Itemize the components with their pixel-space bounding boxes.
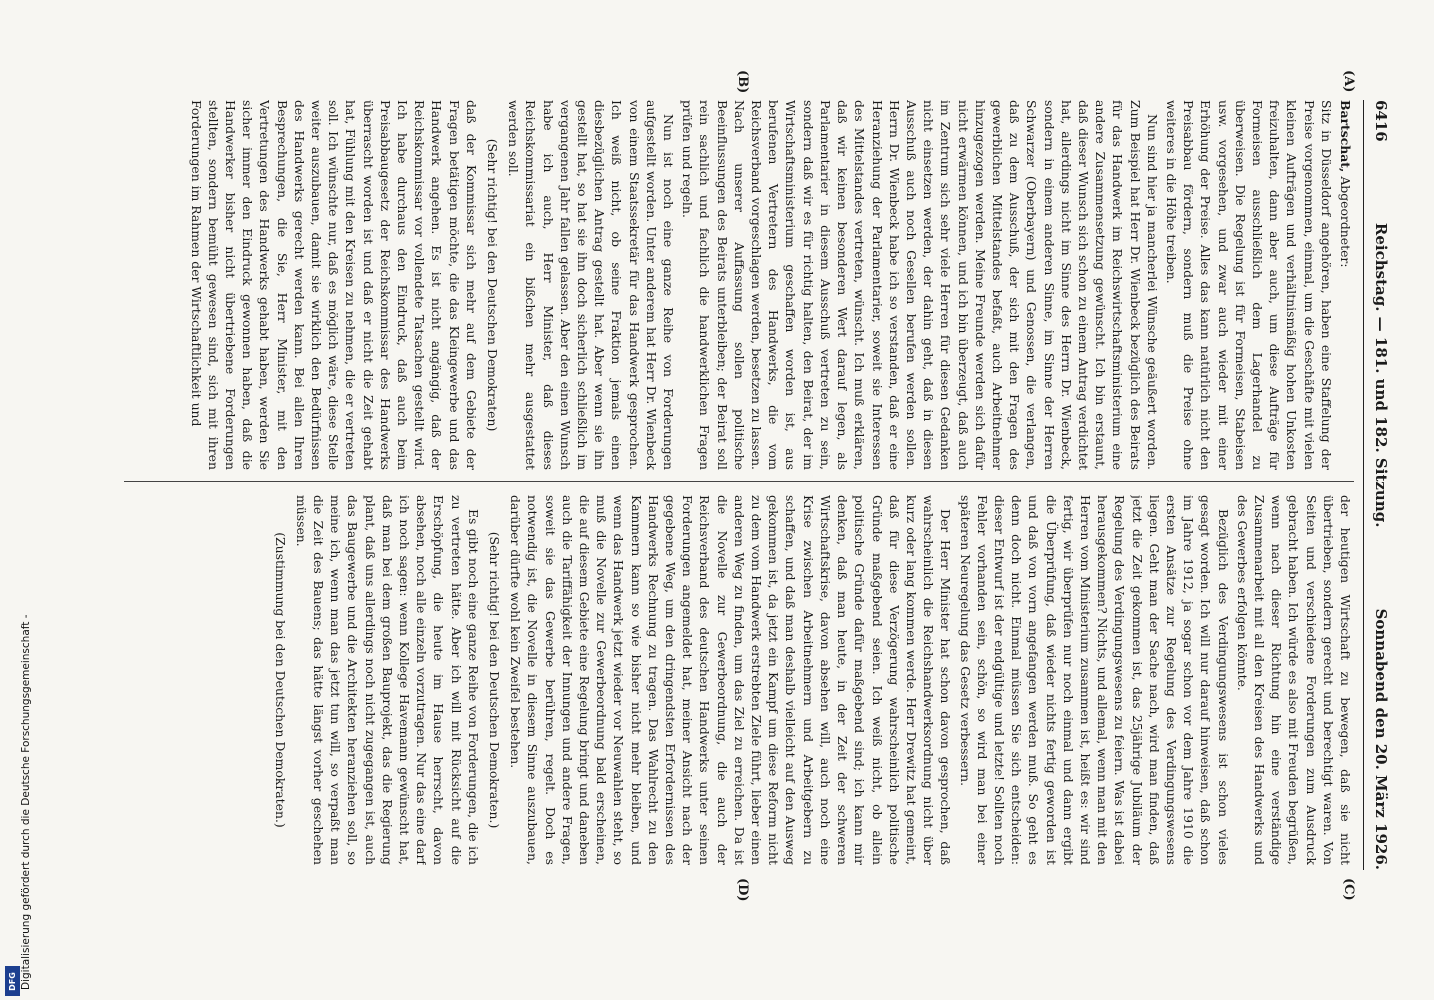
paragraph: Nun sind hier ja mancherlei Wünsche geäußert worden. Zum Beispiel hat Herr Dr. Wienbeck bezüglich des Beirats für das Handwerk im Reichswirtschaftsministerium eine andere Zusammensetzung gewünscht. Ich bin erstaunt, daß dieser Wunsch sich schon zu einem Antrag verdichtet hat, allerdings nicht im Sinne des Herrn Dr. Wienbeck, sondern in einem anderen Sinne, im Sinne der Herren Schwarzer (Oberbayern) und Genossen, die verlangen, daß zu dem Ausschuß, der sich mit den Fragen des gewerblichen Mittelstandes befaßt, auch Arbeitnehmer hinzugezogen werden. Meine Freunde werden sich dafür nicht erwärmen können, und ich bin überzeugt, daß auch im Zentrum sich sehr viele Herren für diesen Gedanken nicht einsetzen werden, der dahin geht, daß in diesen Ausschuß auch noch Gesellen berufen werden sollen. Herrn Dr. Wienbeck habe ich so verstanden, daß er eine Heranziehung der Parlamentarier, soweit sie Interessen des Mittelstandes vertreten, wünscht. Ich muß erklären, daß wir keinen besonderen Wert darauf legen, als Parlamentarier in diesem Ausschuß vertreten zu sein, sondern daß wir es für richtig halten, den Beirat, der im Wirtschaftsministerium geschaffen worden ist, aus berufenen Vertretern des Handwerks, die vom Reichsverband vorgeschlagen werden, besetzen zu lassen. Nach unserer Auffassung sollen politische Beeinflussungen des Beirats unterbleiben; der Beirat soll rein sachlich und fachlich die handwerklichen Fragen prüfen und regeln. [680, 100, 1160, 470]
paragraph: Nun ist noch eine ganze Reihe von Forderungen aufgestellt worden. Unter anderem hat Herr Dr. Wienbeck von einem Staatssekretär für das Handwerk gesprochen. Ich weiß nicht, ob seine Fraktion jemals einen diesbezüglichen Antrag gestellt hat. Aber wenn sie ihn gestellt hat, so hat sie ihn doch sicherlich schließlich im vergangenen Jahr fallen gelassen. Aber den einen Wunsch habe ich auch, Herr Minister, daß dieses Reichskommissariat ein bißchen mehr ausgestattet werden soll. [506, 100, 677, 470]
margin-marker-c: (C) [1341, 878, 1356, 901]
page-title: Reichstag. — 181. und 182. Sitzung. [1372, 222, 1390, 528]
dfg-logo-text: DFG [8, 971, 18, 991]
interjection: (Zustimmung bei den Deutschen Demokraten.) [272, 532, 288, 828]
paragraph: Der Herr Minister hat schon davon gesprochen, daß wahrscheinlich die Reichshandwerksordnung nicht über kurz oder lang kommen werde. Herr Drewitz hat gemeint, daß für diese Verzögerung wahrscheinlich politische Gründe maßgebend seien. Ich weiß nicht, ob allein politische Gründe dafür maßgebend sind; ich kann mir denken, daß man heute, in der Zeit der schweren Wirtschaftskrise, davon absehen will, auch noch eine Krise zwischen Arbeitnehmern und Arbeitgebern zu schaffen, und daß man deshalb vielleicht auf den Ausweg gekommen ist, da jetzt ein Kampf um diese Reform nicht zu dem vom Handwerk erstrebten Ziele führt, lieber einen anderen Weg zu finden, um das Ziel zu erreichen. Da ist die Novelle zur Gewerbeordnung, die auch der Reichsverband des deutschen Handwerks unter seinen Forderungen angemeldet hat, meiner Ansicht nach der gegebene Weg, um den dringendsten Erfordernissen des Handwerks Rechnung zu tragen. Das Wahlrecht zu den Kammern kann so wie bisher nicht mehr bleiben, und wenn das Handwerk jetzt wieder vor Neuwahlen steht, so muß die Novelle zur Gewerbeordnung bald erscheinen, die auf diesem Gebiete eine Regelung bringt und daneben auch die Tariffähigkeit der Innungen und andere Fragen, soweit sie das Gewerbe berühren, regelt. Doch es notwendig ist, die Novelle in diesem Sinne auszubauen, darüber dürfte wohl kein Zweifel bestehen. [508, 495, 954, 865]
margin-marker-b: (B) [735, 70, 750, 94]
paragraph: Sitz in Düsseldorf angehören, haben eine Staffelung der Preise vorgenommen, einmal, um die Geschäfte mit vielen kleinen Aufträgen und verhältnismäßig hohen Unkosten freizuhalten, dann aber auch, um diese Aufträge für Formeisen ausschließlich dem Lagerhandel zu überweisen. Die Regelung ist für Formeisen, Stabeisen usw. vorgesehen, und zwar auch wieder mit einer Erhöhung der Preise. Alles das kann natürlich nicht den Preisabbau fördern, sondern muß die Preise ohne weiteres in die Höhe treiben. [1163, 100, 1334, 470]
digitization-footer [2, 0, 32, 1000]
rotated-page-content [100, 70, 1390, 902]
paragraph: der heutigen Wirtschaft zu bewegen, daß sie nicht übertrieben, sondern gerecht und berechtigt waren. Von Seiten und verschiedene Forderungen zum Ausdruck gebracht haben. Ich würde es also mit Freuden begrüßen, wenn nach dieser Richtung hin eine verständige Zusammenarbeit mit all den Kreisen des Handwerks und des Gewerbes erfolgen könnte. [1234, 495, 1353, 865]
speaker-line [1337, 100, 1354, 470]
page-header [1363, 100, 1390, 870]
page-number: 6416 [1372, 100, 1390, 142]
dfg-logo-icon [5, 966, 20, 996]
speaker-name: Bartschat, [1338, 100, 1353, 173]
digitization-credit: Digitalisierung gefördert durch die Deutsche Forschungsgemeinschaft - [20, 614, 32, 990]
speaker-role: Abgeordneter: [1338, 176, 1353, 268]
paragraph: Bezüglich des Verdingungswesens ist schon vieles gesagt worden. Ich will nur darauf hinweisen, daß schon im Jahre 1912, ja sogar schon vor dem Jahre 1910 die ersten Ansätze zur Regelung des Verdingungswesens liegen. Geht man der Sache nach, wird man finden, daß jetzt die Zeit gekommen ist, das 25jährige Jubiläum der Regelung des Verdingungswesens zu feiern. Was ist dabei herausgekommen? Nichts, und allemal, wenn man mit den Herren vom Ministerium zusammen ist, heißt es: wir sind fertig, wir überprüfen nur noch einmal und dann ergibt die Überprüfung, daß wieder nichts fertig geworden ist und daß von vorn angefangen werden muß. So geht es denn doch nicht. Einmal müssen Sie sich entscheiden: dieser Entwurf ist der endgültige und letzte! Sollten noch Fehler vorhanden sein, schön, so wird man bei einer späteren Neuregelung das Gesetz verbessern. [957, 495, 1231, 865]
interjection: (Sehr richtig! bei den Deutschen Demokraten.) [487, 531, 503, 829]
column-divider [124, 481, 1354, 482]
paragraph: daß der Kommissar sich mehr auf dem Gebiete der Fragen betätigen möchte, die das Kleingewerbe und das Handwerk angehen. Es ist nicht angängig, daß der Reichskommissar vor vollendete Tatsachen gestellt wird. Ich habe durchaus den Eindruck, daß auch beim Preisabbaugesetz der Reichskommissar des Handwerks überrascht worden ist und daß er nicht die Zeit gehabt hat, Fühlung mit den Kreisen zu nehmen, die er vertreten soll. Ich wünschte nur, daß es möglich wäre, diese Stelle weiter auszubauen, damit sie wirklich den Bedürfnissen des Handwerks gerecht werden kann. Bei allen Ihren Besprechungen, die Sie, Herr Minister, mit den Vertretungen des Handwerks gehabt haben, werden Sie sicher immer den Eindruck gewonnen haben, daß die Handwerker bisher nicht übertriebene Forderungen stellten, sondern bemüht gewesen sind, sich mit ihren Forderungen im Rahmen der Wirtschaftlichkeit und [188, 100, 479, 470]
paragraph: Es gibt noch eine ganze Reihe von Forderungen, die ich zu vertreten hätte. Aber ich will mit Rücksicht auf die Erschöpfung, die heute im Hause herrscht, davon absehen, noch alle einzeln vorzutragen. Nur das eine darf ich noch sagen: wenn Kollege Havemann gewünscht hat, daß man bei dem großen Bauprojekt, das die Regierung plant, daß uns allerdings noch nicht zugegangen ist, auch das Baugewerbe und die Architekten heranziehen soll, so meine ich, wenn man das jetzt tun will, so verpaßt man die Zeit des Bauens; das hätte längst vorher geschehen müssen. [293, 495, 481, 865]
margin-marker-a: (A) [1341, 70, 1356, 93]
margin-marker-d: (D) [735, 878, 750, 902]
right-column [124, 495, 1354, 865]
left-column [124, 100, 1354, 470]
interjection: (Sehr richtig! bei den Deutschen Demokraten) [485, 138, 501, 432]
page-date: Sonnabend den 20. März 1926. [1372, 608, 1390, 870]
